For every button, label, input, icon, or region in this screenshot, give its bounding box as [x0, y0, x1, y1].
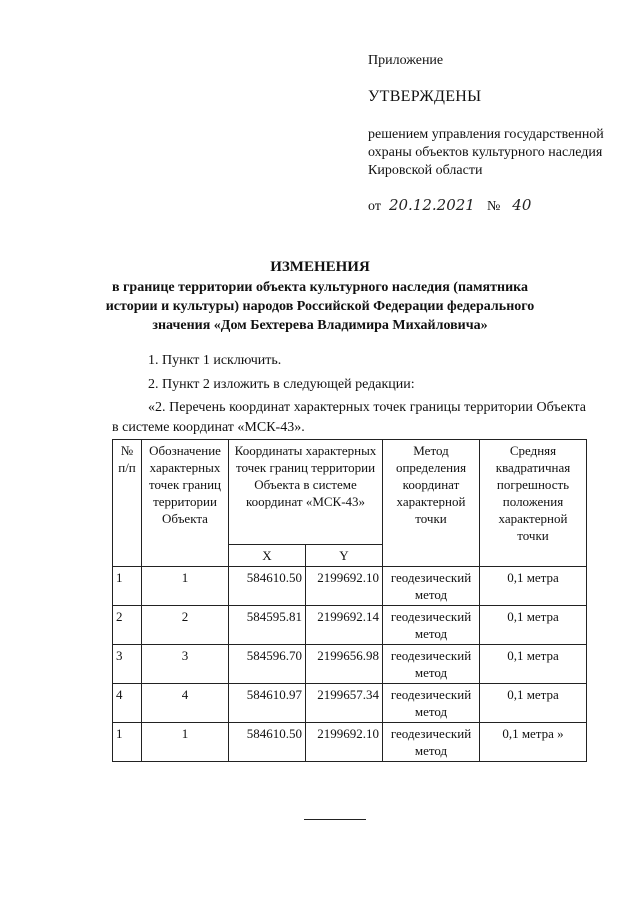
table-row — [113, 723, 587, 762]
approved-label: УТВЕРЖДЕНЫ — [368, 88, 482, 105]
heading-title: ИЗМЕНЕНИЯ — [270, 259, 370, 275]
table-row — [113, 645, 587, 684]
cell-num: 1 — [113, 567, 142, 606]
header-method: Метод определения координат характерной точки — [383, 440, 480, 567]
cell-x: 584610.50 — [229, 567, 306, 606]
date-value: 20.12.2021 — [388, 196, 475, 214]
cell-num: 4 — [113, 684, 142, 723]
number-label: № — [486, 199, 501, 214]
cell-method: геодезический метод — [383, 606, 480, 645]
cell-method: геодезический метод — [383, 723, 480, 762]
header-error: Средняя квадратичная погрешность положения характерной точки — [480, 440, 587, 567]
document-heading — [100, 258, 540, 335]
cell-point: 1 — [142, 723, 229, 762]
cell-x: 584596.70 — [229, 645, 306, 684]
header-coords: Координаты характерных точек границ территории Объекта в системе координат «МСК-43» — [229, 440, 383, 545]
heading-subtitle: в границе территории объекта культурного наследия (памятника истории и культуры) народов Российской Федерации федерального значения «Дом Бехтерева Владимира Михайловича» — [105, 280, 535, 333]
cell-x: 584610.97 — [229, 684, 306, 723]
appendix-label: Приложение — [368, 53, 444, 68]
decision-text: решением управления государственной охраны объектов культурного наследия Кировской области — [368, 127, 604, 178]
cell-x: 584610.50 — [229, 723, 306, 762]
header-designation: Обозначение характерных точек границ территории Объекта — [142, 440, 229, 567]
coordinates-table — [112, 439, 587, 762]
approval-block — [368, 52, 618, 216]
header-x: X — [229, 545, 306, 567]
cell-y: 2199692.10 — [306, 567, 383, 606]
cell-point: 3 — [142, 645, 229, 684]
table-header-row — [113, 440, 587, 545]
cell-x: 584595.81 — [229, 606, 306, 645]
date-label: от — [368, 199, 381, 214]
cell-y: 2199656.98 — [306, 645, 383, 684]
number-value: 40 — [512, 196, 532, 214]
cell-method: геодезический метод — [383, 567, 480, 606]
cell-error: 0,1 метра — [480, 567, 587, 606]
closing-divider — [304, 819, 366, 820]
cell-num: 2 — [113, 606, 142, 645]
table-row — [113, 684, 587, 723]
item-3: «2. Перечень координат характерных точек границы территории Объекта в системе координат «МСК-43». — [112, 400, 586, 435]
cell-method: геодезический метод — [383, 645, 480, 684]
cell-point: 2 — [142, 606, 229, 645]
cell-y: 2199657.34 — [306, 684, 383, 723]
cell-y: 2199692.14 — [306, 606, 383, 645]
header-num: № п/п — [113, 440, 142, 567]
cell-num: 1 — [113, 723, 142, 762]
cell-method: геодезический метод — [383, 684, 480, 723]
cell-y: 2199692.10 — [306, 723, 383, 762]
cell-error: 0,1 метра — [480, 606, 587, 645]
cell-point: 4 — [142, 684, 229, 723]
table-row — [113, 606, 587, 645]
item-2: 2. Пункт 2 изложить в следующей редакции: — [148, 377, 415, 392]
cell-error: 0,1 метра — [480, 645, 587, 684]
cell-error: 0,1 метра » — [480, 723, 587, 762]
cell-error: 0,1 метра — [480, 684, 587, 723]
header-y: Y — [306, 545, 383, 567]
item-1: 1. Пункт 1 исключить. — [148, 353, 282, 368]
table-row — [113, 567, 587, 606]
cell-num: 3 — [113, 645, 142, 684]
date-number-row — [368, 196, 618, 216]
cell-point: 1 — [142, 567, 229, 606]
